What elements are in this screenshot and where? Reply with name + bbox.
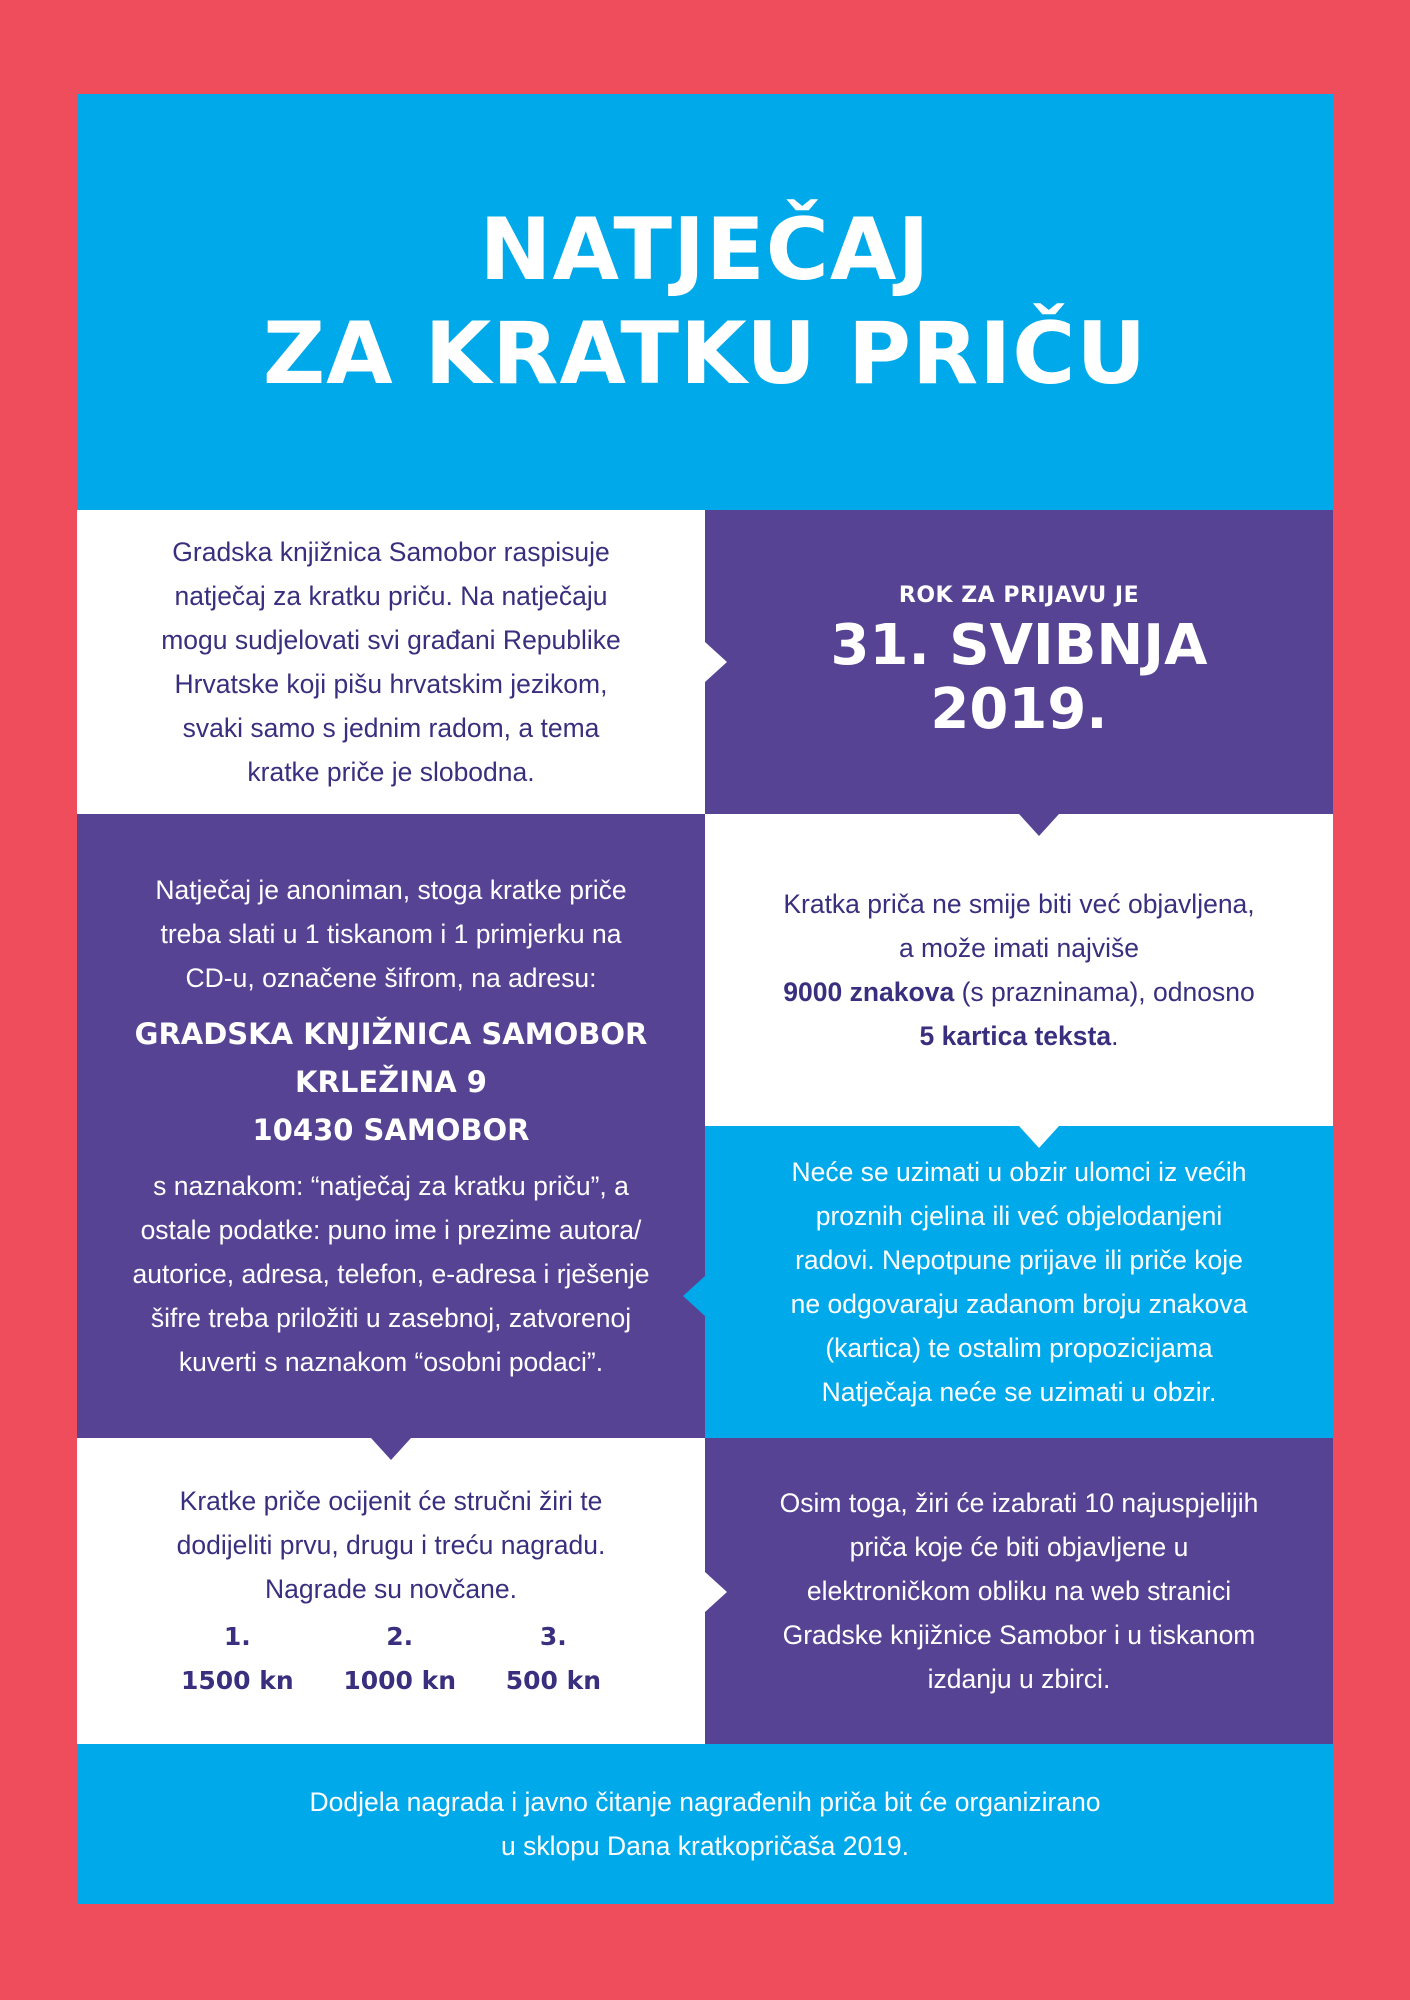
length-chars-rest: (s prazninama), odnosno	[954, 977, 1255, 1007]
prize-item	[343, 1615, 456, 1703]
prize-amount: 1500 kn	[181, 1666, 294, 1695]
address-line-institution: GRADSKA KNJIŽNICA SAMOBOR	[134, 1017, 648, 1051]
pointer-left-icon	[683, 1276, 705, 1316]
intro-line: mogu sudjelovati svi građani Republike	[161, 625, 621, 655]
prizes-block	[77, 1438, 705, 1744]
submission-block	[77, 814, 705, 1438]
exclusions-line: ne odgovaraju zadanom broju znakova	[790, 1289, 1248, 1319]
deadline-label: ROK ZA PRIJAVU JE	[898, 582, 1140, 608]
poster	[77, 94, 1333, 1904]
submission-note-line: kuverti s naznakom “osobni podaci”.	[178, 1347, 604, 1377]
footer-block	[77, 1744, 1333, 1904]
publication-line: elektroničkom obliku na web stranici	[806, 1576, 1232, 1606]
submission-note-line: s naznakom: “natječaj za kratku priču”, a	[153, 1171, 629, 1201]
prize-list	[181, 1615, 601, 1703]
deadline-date-line-1: 31. SVIBNJA	[830, 612, 1208, 678]
submission-line: treba slati u 1 tiskanom i 1 primjerku na	[160, 919, 622, 949]
submission-note-line: autorice, adresa, telefon, e-adresa i rješenje	[132, 1259, 650, 1289]
intro-line: kratke priče je slobodna.	[247, 757, 535, 787]
prize-amount: 1000 kn	[343, 1666, 457, 1695]
title-line-2: ZA KRATKU PRIČU	[262, 304, 1148, 404]
length-line: a može imati najviše	[898, 933, 1140, 963]
submission-line: Natječaj je anoniman, stoga kratke priče	[155, 875, 627, 905]
intro-block	[77, 510, 705, 814]
title-line-1: NATJEČAJ	[479, 200, 931, 300]
prize-rank: 2.	[386, 1622, 414, 1651]
max-characters: 9000 znakova	[783, 977, 955, 1007]
prize-rank: 1.	[223, 1622, 251, 1651]
prize-amount: 500 kn	[505, 1666, 601, 1695]
title-block	[77, 94, 1333, 510]
length-line-cards	[920, 1014, 1119, 1058]
exclusions-line: Natječaja neće se uzimati u obzir.	[821, 1377, 1217, 1407]
address-line-city: 10430 SAMOBOR	[252, 1113, 530, 1147]
address-line-street: KRLEŽINA 9	[295, 1065, 487, 1099]
postal-address	[135, 1010, 648, 1154]
intro-line: svaki samo s jednim radom, a tema	[182, 713, 600, 743]
publication-block	[705, 1438, 1333, 1744]
submission-note-line: šifre treba priložiti u zasebnoj, zatvorenoj	[150, 1303, 632, 1333]
pointer-right-icon	[705, 1572, 727, 1612]
prize-rank: 3.	[539, 1622, 567, 1651]
intro-line: Gradska knjižnica Samobor raspisuje	[172, 537, 610, 567]
submission-line: CD-u, označene šifrom, na adresu:	[185, 963, 597, 993]
publication-line: priča koje će biti objavljene u	[849, 1532, 1189, 1562]
exclusions-block	[705, 1126, 1333, 1438]
exclusions-line: Neće se uzimati u obzir ulomci iz većih	[791, 1157, 1247, 1187]
prizes-line: Nagrade su novčane.	[265, 1574, 517, 1604]
length-line: Kratka priča ne smije biti već objavljena,	[783, 889, 1255, 919]
length-cards-rest: .	[1111, 1021, 1119, 1051]
footer-line: Dodjela nagrada i javno čitanje nagrađenih priča bit će organizirano	[309, 1787, 1101, 1817]
intro-line: Hrvatske koji pišu hrvatskim jezikom,	[174, 669, 608, 699]
publication-line: izdanju u zbirci.	[927, 1664, 1111, 1694]
publication-line: Osim toga, žiri će izabrati 10 najuspjelijih	[779, 1488, 1259, 1518]
submission-note-line: ostale podatke: puno ime i prezime autora/	[140, 1215, 642, 1245]
pointer-down-icon	[1019, 814, 1059, 836]
footer-line: u sklopu Dana kratkopričaša 2019.	[500, 1831, 910, 1861]
pointer-down-icon	[371, 1438, 411, 1460]
max-cards: 5 kartica teksta	[919, 1021, 1112, 1051]
prizes-line: Kratke priče ocijenit će stručni žiri te	[179, 1486, 603, 1516]
publication-line: Gradske knjižnice Samobor i u tiskanom	[782, 1620, 1256, 1650]
deadline-date-line-2: 2019.	[930, 676, 1108, 742]
prize-item	[181, 1615, 294, 1703]
pointer-down-icon	[1019, 1126, 1059, 1148]
deadline-block	[705, 510, 1333, 814]
exclusions-line: (kartica) te ostalim propozicijama	[825, 1333, 1213, 1363]
length-line-chars	[783, 970, 1254, 1014]
exclusions-line: proznih cjelina ili već objelodanjeni	[815, 1201, 1223, 1231]
exclusions-line: radovi. Nepotpune prijave ili priče koje	[795, 1245, 1243, 1275]
intro-line: natječaj za kratku priču. Na natječaju	[174, 581, 608, 611]
length-block	[705, 814, 1333, 1126]
prize-item	[506, 1615, 601, 1703]
prizes-line: dodijeliti prvu, drugu i treću nagradu.	[176, 1530, 606, 1560]
pointer-right-icon	[705, 642, 727, 682]
